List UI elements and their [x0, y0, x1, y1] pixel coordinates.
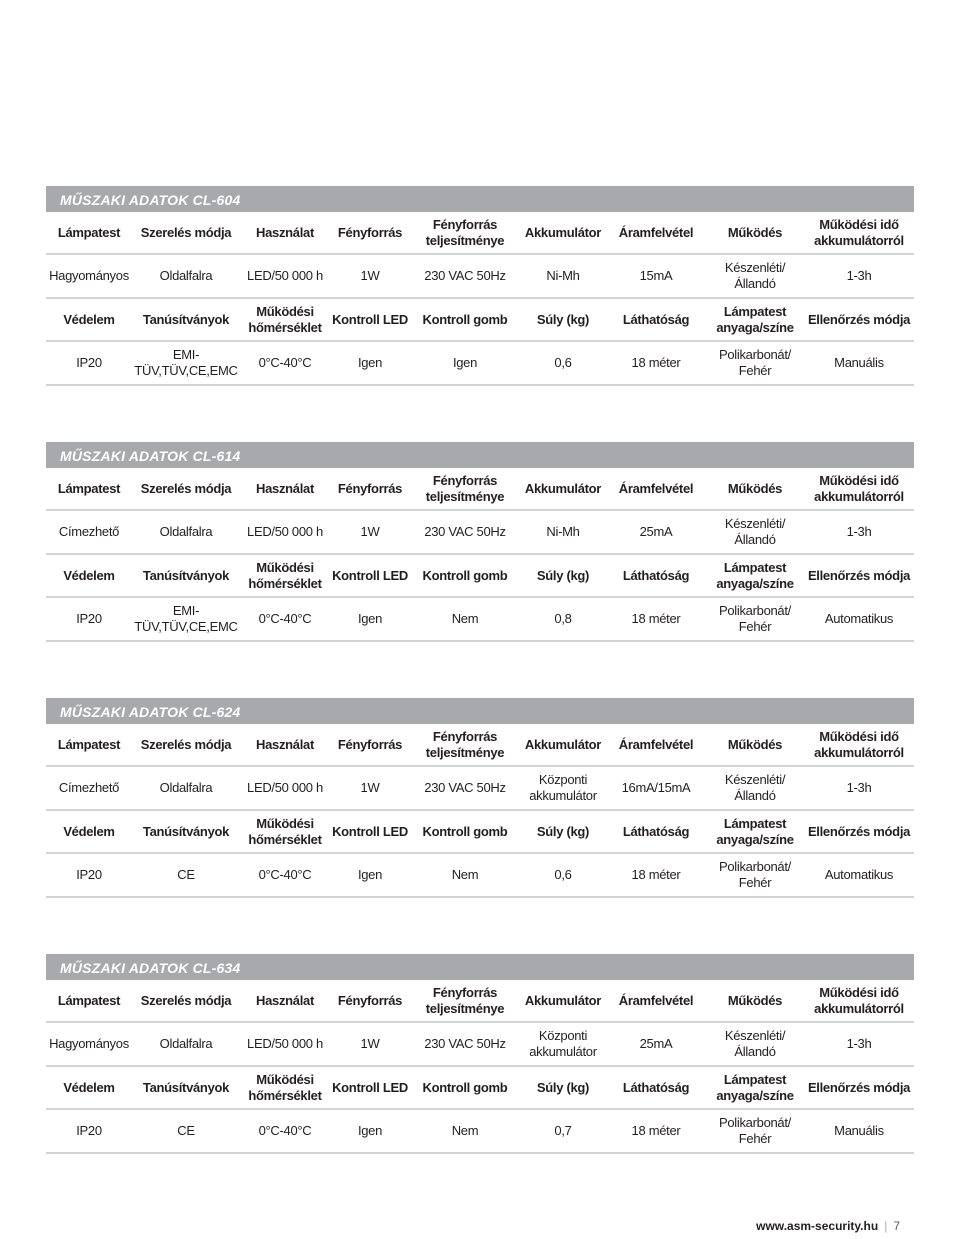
spec-header-cell: Működés [706, 468, 804, 510]
spec-value-cell: 230 VAC 50Hz [410, 1022, 520, 1066]
spec-header-cell: Védelem [46, 810, 132, 853]
spec-header-cell: Kontroll gomb [410, 298, 520, 341]
spec-value-cell: Polikarbonát/ Fehér [706, 597, 804, 641]
spec-header-cell: Működési idő akkumulátorról [804, 468, 914, 510]
spec-value-row [46, 254, 914, 298]
spec-value-cell: 18 méter [606, 853, 706, 897]
spec-value-cell: Oldalfalra [132, 766, 240, 810]
spec-header-cell: Súly (kg) [520, 554, 606, 597]
spec-value-cell: Igen [330, 341, 410, 385]
spec-value-cell: 1W [330, 766, 410, 810]
spec-value-cell: LED/50 000 h [240, 1022, 330, 1066]
spec-header-cell: Akkumulátor [520, 212, 606, 254]
spec-value-cell: 0°C-40°C [240, 1109, 330, 1153]
spec-value-cell: Polikarbonát/ Fehér [706, 341, 804, 385]
spec-value-cell: LED/50 000 h [240, 766, 330, 810]
spec-value-cell: Ni-Mh [520, 254, 606, 298]
spec-header-row [46, 810, 914, 853]
spec-header-cell: Fényforrás teljesítménye [410, 980, 520, 1022]
spec-header-cell: Áramfelvétel [606, 980, 706, 1022]
spec-header-cell: Súly (kg) [520, 810, 606, 853]
spec-value-cell: 1W [330, 510, 410, 554]
spec-header-cell: Áramfelvétel [606, 468, 706, 510]
spec-header-cell: Ellenőrzés módja [804, 810, 914, 853]
spec-value-cell: 1-3h [804, 254, 914, 298]
spec-value-cell: Igen [330, 853, 410, 897]
spec-value-cell: Oldalfalra [132, 1022, 240, 1066]
spec-value-cell: 15mA [606, 254, 706, 298]
spec-header-cell: Ellenőrzés módja [804, 1066, 914, 1109]
spec-value-cell: 0°C-40°C [240, 597, 330, 641]
spec-header-cell: Használat [240, 212, 330, 254]
spec-value-cell: 0,6 [520, 341, 606, 385]
spec-header-cell: Tanúsítványok [132, 1066, 240, 1109]
spec-value-cell: Nem [410, 597, 520, 641]
spec-header-cell: Lámpatest [46, 468, 132, 510]
spec-header-row [46, 980, 914, 1022]
spec-value-cell: Nem [410, 853, 520, 897]
spec-value-cell: Hagyományos [46, 254, 132, 298]
spec-value-cell: Címezhető [46, 766, 132, 810]
spec-header-cell: Kontroll gomb [410, 810, 520, 853]
spec-value-row [46, 1022, 914, 1066]
spec-header-row [46, 298, 914, 341]
spec-header-cell: Szerelés módja [132, 212, 240, 254]
spec-value-cell: 0°C-40°C [240, 341, 330, 385]
spec-value-cell: EMI- TÜV,TÜV,CE,EMC [132, 341, 240, 385]
spec-header-cell: Fényforrás teljesítménye [410, 212, 520, 254]
spec-header-cell: Ellenőrzés módja [804, 554, 914, 597]
spec-header-cell: Fényforrás [330, 980, 410, 1022]
spec-value-cell: IP20 [46, 853, 132, 897]
spec-block [46, 698, 914, 898]
spec-header-cell: Lámpatest anyaga/színe [706, 298, 804, 341]
spec-value-cell: IP20 [46, 597, 132, 641]
spec-value-cell: EMI- TÜV,TÜV,CE,EMC [132, 597, 240, 641]
spec-header-cell: Láthatóság [606, 298, 706, 341]
spec-value-row [46, 853, 914, 897]
spec-value-cell: 1W [330, 1022, 410, 1066]
spec-header-cell: Fényforrás teljesítménye [410, 724, 520, 766]
spec-block [46, 442, 914, 642]
spec-value-cell: 0°C-40°C [240, 853, 330, 897]
spec-table [46, 724, 914, 898]
spec-header-row [46, 212, 914, 254]
spec-header-cell: Kontroll LED [330, 298, 410, 341]
spec-header-cell: Működési hőmérséklet [240, 554, 330, 597]
spec-table [46, 980, 914, 1154]
spec-block [46, 954, 914, 1154]
spec-header-cell: Tanúsítványok [132, 298, 240, 341]
spec-header-cell: Működési idő akkumulátorról [804, 724, 914, 766]
spec-value-cell: Polikarbonát/ Fehér [706, 853, 804, 897]
spec-header-cell: Kontroll LED [330, 554, 410, 597]
spec-value-cell: 25mA [606, 510, 706, 554]
spec-header-row [46, 468, 914, 510]
spec-value-cell: Készenléti/ Állandó [706, 766, 804, 810]
spec-header-cell: Láthatóság [606, 554, 706, 597]
spec-value-cell: 230 VAC 50Hz [410, 254, 520, 298]
spec-header-cell: Láthatóság [606, 1066, 706, 1109]
spec-header-row [46, 554, 914, 597]
spec-header-cell: Szerelés módja [132, 468, 240, 510]
spec-header-cell: Fényforrás [330, 212, 410, 254]
spec-header-cell: Lámpatest anyaga/színe [706, 1066, 804, 1109]
spec-header-cell: Tanúsítványok [132, 554, 240, 597]
spec-value-cell: Oldalfalra [132, 510, 240, 554]
spec-value-cell: Készenléti/ Állandó [706, 254, 804, 298]
spec-value-cell: IP20 [46, 1109, 132, 1153]
spec-header-cell: Akkumulátor [520, 468, 606, 510]
spec-value-cell: 16mA/15mA [606, 766, 706, 810]
spec-header-cell: Akkumulátor [520, 724, 606, 766]
spec-value-cell: 0,7 [520, 1109, 606, 1153]
spec-value-row [46, 510, 914, 554]
spec-value-cell: Igen [330, 1109, 410, 1153]
spec-value-cell: Igen [410, 341, 520, 385]
spec-header-cell: Működés [706, 212, 804, 254]
spec-value-cell: 0,6 [520, 853, 606, 897]
spec-value-cell: Készenléti/ Állandó [706, 510, 804, 554]
spec-value-cell: 1-3h [804, 1022, 914, 1066]
spec-value-cell: Hagyományos [46, 1022, 132, 1066]
spec-header-cell: Működés [706, 724, 804, 766]
page-number: 7 [893, 1219, 900, 1233]
spec-header-cell: Súly (kg) [520, 298, 606, 341]
spec-header-cell: Tanúsítványok [132, 810, 240, 853]
spec-title: MŰSZAKI ADATOK CL-634 [46, 954, 914, 980]
spec-header-cell: Lámpatest [46, 980, 132, 1022]
spec-value-cell: Igen [330, 597, 410, 641]
spec-value-cell: Ni-Mh [520, 510, 606, 554]
spec-value-cell: LED/50 000 h [240, 254, 330, 298]
spec-value-cell: Automatikus [804, 597, 914, 641]
footer-separator: | [884, 1219, 888, 1233]
spec-header-cell: Kontroll gomb [410, 554, 520, 597]
spec-value-cell: 18 méter [606, 597, 706, 641]
spec-header-cell: Szerelés módja [132, 980, 240, 1022]
spec-value-cell: 25mA [606, 1022, 706, 1066]
spec-header-cell: Áramfelvétel [606, 212, 706, 254]
spec-header-cell: Fényforrás teljesítménye [410, 468, 520, 510]
spec-header-cell: Használat [240, 724, 330, 766]
spec-header-cell: Lámpatest [46, 212, 132, 254]
spec-value-row [46, 1109, 914, 1153]
spec-header-cell: Védelem [46, 298, 132, 341]
spec-header-cell: Fényforrás [330, 468, 410, 510]
spec-header-cell: Használat [240, 468, 330, 510]
spec-header-cell: Áramfelvétel [606, 724, 706, 766]
spec-header-cell: Szerelés módja [132, 724, 240, 766]
spec-header-cell: Súly (kg) [520, 1066, 606, 1109]
spec-table [46, 212, 914, 386]
spec-header-cell: Működési hőmérséklet [240, 810, 330, 853]
spec-value-cell: Központi akkumulátor [520, 1022, 606, 1066]
spec-header-cell: Működési idő akkumulátorról [804, 212, 914, 254]
spec-header-row [46, 724, 914, 766]
spec-block [46, 186, 914, 386]
spec-value-row [46, 766, 914, 810]
spec-value-cell: Központi akkumulátor [520, 766, 606, 810]
spec-header-cell: Lámpatest [46, 724, 132, 766]
spec-value-cell: CE [132, 853, 240, 897]
spec-header-cell: Működési hőmérséklet [240, 298, 330, 341]
spec-title: MŰSZAKI ADATOK CL-604 [46, 186, 914, 212]
spec-header-cell: Kontroll LED [330, 810, 410, 853]
spec-value-cell: 0,8 [520, 597, 606, 641]
spec-value-cell: 1-3h [804, 510, 914, 554]
spec-header-row [46, 1066, 914, 1109]
spec-value-cell: 18 méter [606, 1109, 706, 1153]
spec-value-cell: Manuális [804, 1109, 914, 1153]
spec-value-cell: 230 VAC 50Hz [410, 766, 520, 810]
spec-value-cell: Készenléti/ Állandó [706, 1022, 804, 1066]
spec-header-cell: Láthatóság [606, 810, 706, 853]
spec-header-cell: Fényforrás [330, 724, 410, 766]
spec-value-cell: IP20 [46, 341, 132, 385]
spec-header-cell: Használat [240, 980, 330, 1022]
spec-header-cell: Működési idő akkumulátorról [804, 980, 914, 1022]
spec-header-cell: Működés [706, 980, 804, 1022]
spec-title: MŰSZAKI ADATOK CL-614 [46, 442, 914, 468]
spec-header-cell: Védelem [46, 554, 132, 597]
spec-title: MŰSZAKI ADATOK CL-624 [46, 698, 914, 724]
spec-value-row [46, 341, 914, 385]
spec-header-cell: Lámpatest anyaga/színe [706, 810, 804, 853]
spec-header-cell: Akkumulátor [520, 980, 606, 1022]
spec-header-cell: Kontroll LED [330, 1066, 410, 1109]
spec-value-cell: Címezhető [46, 510, 132, 554]
spec-value-row [46, 597, 914, 641]
spec-value-cell: CE [132, 1109, 240, 1153]
spec-header-cell: Védelem [46, 1066, 132, 1109]
spec-value-cell: Oldalfalra [132, 254, 240, 298]
spec-header-cell: Ellenőrzés módja [804, 298, 914, 341]
spec-value-cell: 1W [330, 254, 410, 298]
spec-value-cell: Nem [410, 1109, 520, 1153]
spec-header-cell: Lámpatest anyaga/színe [706, 554, 804, 597]
spec-value-cell: 1-3h [804, 766, 914, 810]
spec-table [46, 468, 914, 642]
spec-value-cell: Manuális [804, 341, 914, 385]
footer-website: www.asm-security.hu [756, 1219, 879, 1233]
page-footer [700, 1219, 900, 1233]
spec-value-cell: 18 méter [606, 341, 706, 385]
spec-value-cell: Automatikus [804, 853, 914, 897]
spec-value-cell: 230 VAC 50Hz [410, 510, 520, 554]
spec-header-cell: Működési hőmérséklet [240, 1066, 330, 1109]
spec-value-cell: LED/50 000 h [240, 510, 330, 554]
spec-value-cell: Polikarbonát/ Fehér [706, 1109, 804, 1153]
spec-header-cell: Kontroll gomb [410, 1066, 520, 1109]
